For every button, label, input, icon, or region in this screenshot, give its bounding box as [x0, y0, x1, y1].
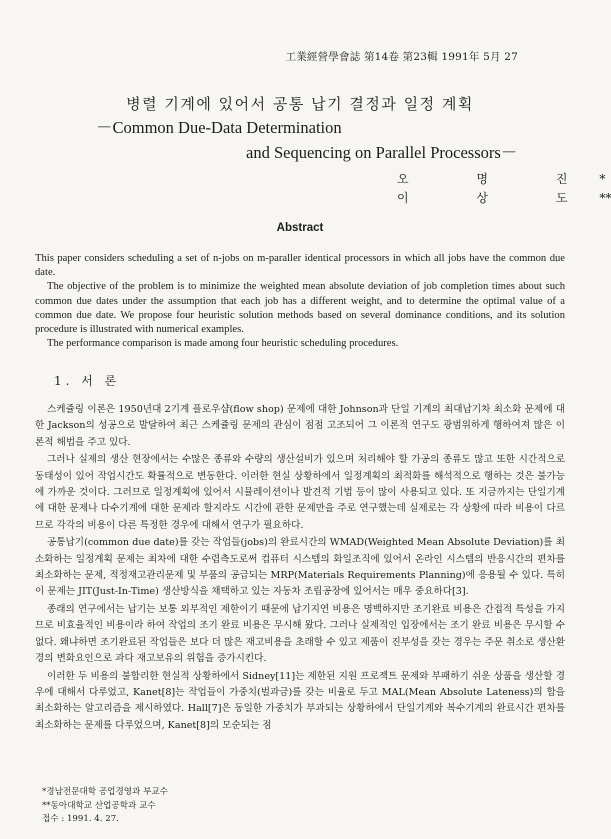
footnote-affiliation-2: **동아대학교 산업공학과 교수 — [42, 800, 156, 811]
abstract-paragraph: This paper considers scheduling a set of n-jobs on m-paraller identical processors in which all jobs have the common due date. — [35, 253, 565, 279]
body-paragraph: 이러한 두 비용의 불합리한 현실적 상황하에서 Sidney[11]는 제한된 지원 프로젝트 문제와 부패하기 쉬운 상품을 생산할 경우에 대해서 다루었고, Kanet[8]는 작업들이 가중치(벌과금)를 갖는 비율로 두고 MAL(Mean Absolute Lateness)의 합을 최소화하는 알고리즘을 제시하였다. Hall[7]은 동일한 가중치가 부과되는 상황하에서 단일기계와 복수기계의 완료시간 편차를 최소화하는 문제를 다루었으며, Kanet[8]의 모순되는 점 — [35, 670, 565, 731]
running-head: 工業經營學會誌 第14卷 第23輯 1991年 5月 27 — [285, 51, 518, 63]
footnotes — [42, 786, 168, 827]
author-name: 오 명 진 — [397, 172, 600, 186]
abstract-paragraph: The objective of the problem is to minimize the weighted mean absolute deviation of job completion times about such common due dates under the assumption that each job has a different weight, and to determine the optimal value of a common due date. We propose four heuristic solution methods based on several dominance conditions, and its solution procedure is illustrated with numerical examples. — [35, 281, 565, 336]
author-1 — [397, 170, 605, 187]
body-paragraph: 공통납기(common due date)를 갖는 작업들(jobs)의 완료시간의 WMAD(Weighted Mean Absolute Deviation)를 최소화하는 일정계획 문제는 최차에 대한 수렴측도로써 컴퓨터 시스템의 화일조직에 있어서 온라인 시스템의 반응시간의 편차를 최소화하는 문제, 적정재고관리문제 및 부품의 공급되는 MRP(Materials Requirements Planning)에 응용될 수 있다. 특히 이 문제는 JIT(Just-In-Time) 생산방식을 채택하고 있는 자동차 조립공장에 있어서는 매우 중요하다[3]. — [35, 537, 565, 598]
abstract-heading: Abstract — [276, 222, 324, 234]
body-paragraph: 스케쥴링 이론은 1950년대 2기계 플로우샵(flow shop) 문제에 대한 Johnson과 단일 기계의 최대납기차 최소화 문제에 대한 Jackson의 성공으로 발달하여 최근 스케쥴링 문제의 관심이 점점 고조되어 그 이론적 연구도 광범위하게 행하여져 많은 이론적 해법을 주고 있다. — [35, 404, 565, 448]
body-paragraph: 종래의 연구에서는 납기는 보통 외부적인 제한이기 때문에 납기지연 비용은 명백하지만 조기완료 비용은 간접적 특성을 가지므로 비효율적인 비용이라 하여 작업의 조기 완료 비용은 무시해 왔다. 그러나 실제적인 입장에서는 조기 완료 비용은 무시할 수 없다. 왜냐하면 조기완료된 작업들은 보다 더 많은 재고비용을 초래할 수 있고 제품이 진부성을 갖는 경우는 주문 취소로 생산환경의 변화요인으로 과다 재고보유의 위험을 증가시킨다. — [35, 603, 565, 665]
title-english-line1: －Common Due-Data Determination — [96, 118, 342, 137]
abstract-paragraph: The performance comparison is made among four heuristic scheduling procedures. — [47, 338, 399, 350]
author-2 — [397, 189, 611, 206]
title-english-line2: and Sequencing on Parallel Processors－ — [246, 143, 518, 162]
body-paragraph: 그러나 실제의 생산 현장에서는 수많은 종류와 수량의 생산설비가 있으며 처리해야 할 가공의 종류도 많고 또한 시간적으로 동태성이 있어 작업시간도 확률적으로 변동한다. 이러한 현실 상황하에서 일정계획의 최적화를 해석적으로 행하는 것은 불가능에 가까운 것이다. 그러므로 일정계획에 있어서 시뮬레이션이나 발견적 기법 등이 많이 사용되고 있다. 또 지금까지는 단일기계에 대한 문제나 다수기계에 대한 문제라 할지라도 시간에 관한 문제만을 주로 연구했는데 실제로는 각 상황에 따라 비용이 다르므로 각각의 비용이 다른 특정한 경우에 대해서 연구가 필요하다. — [35, 454, 565, 531]
abstract-body — [35, 252, 565, 351]
footnote-received-date: 접수 : 1991. 4. 27. — [42, 814, 119, 824]
author-name: 이 상 도 — [397, 191, 600, 205]
title-korean: 병렬 기계에 있어서 공통 납기 결정과 일정 계획 — [126, 95, 474, 113]
section-heading: 1. 서 론 — [54, 374, 121, 388]
author-mark: ** — [599, 191, 611, 205]
author-mark: * — [599, 172, 606, 186]
footnote-affiliation-1: *경남전문대학 공업경영과 부교수 — [42, 787, 168, 797]
introduction-body — [35, 402, 565, 735]
